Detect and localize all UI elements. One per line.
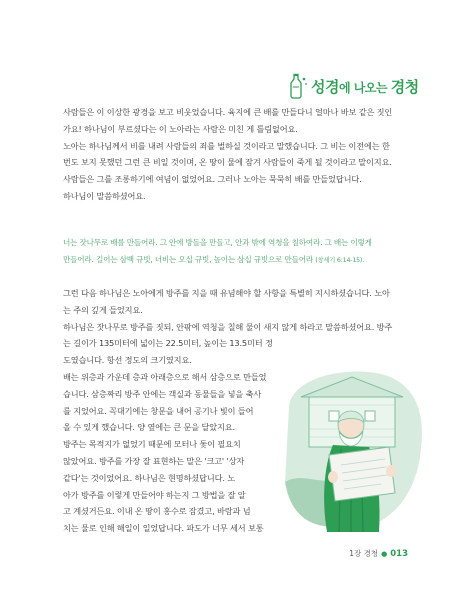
text-line: 올 수 있게 했습니다. 양 옆에는 큰 문을 달았지요.: [63, 422, 235, 433]
page-number: 013: [390, 549, 408, 559]
message-bottle-icon: [288, 73, 308, 99]
text-line: 도였습니다. 항선 정도의 크기였지요.: [63, 355, 192, 366]
text-line: 치는 물로 인해 해일이 일었답니다. 파도가 너무 세서 보통: [63, 523, 264, 534]
text-line: 노아는 하나님께서 비를 내려 사람들의 죄를 벌하실 것이라고 말했습니다. 그 비는 이전에는 한: [63, 140, 390, 151]
quote-line: 너는 잣나무로 배를 만들어라. 그 안에 방들을 만들고, 안과 밖에 역청을 칠하여라. 그 배는 이렇게: [63, 238, 372, 247]
text-line: 번도 보지 못했던 그런 큰 비일 것이며, 온 땅이 물에 잠겨 사람들이 죽게 될 것이라고 말이지요.: [63, 157, 392, 168]
title-part-1: 성경: [311, 77, 339, 96]
chapter-label: 1장 경청: [349, 549, 379, 558]
text-line: 를 지었어요. 꼭대기에는 창문을 내어 공기나 빛이 들어: [63, 405, 254, 416]
text-line: 아가 방주를 이렇게 만들어야 하는지 그 방법을 잘 알: [63, 489, 246, 500]
text-line: 사람들은 그를 조롱하기에 여념이 없었어요. 그러나 노아는 묵묵히 배를 만들었답니다.: [63, 174, 362, 185]
scripture-reference: (창세기 6:14-15).: [315, 257, 364, 264]
paragraph-1: [63, 104, 411, 205]
quote-text: 만들어라. 길이는 삼백 규빗, 너비는 오십 규빗, 높이는 삼십 규빗으로 만들어라: [63, 255, 313, 264]
bullet-icon: ●: [381, 550, 388, 558]
text-line: 않았어요. 방주를 가장 잘 표현하는 말은 '크고' '상자: [63, 455, 245, 466]
text-line: 배는 위층과 가운데 층과 아래층으로 해서 삼층으로 만들었: [63, 371, 267, 382]
text-line: 하나님은 잣나무로 방주를 짓되, 안팎에 역청을 칠해 물이 새지 않게 하라고 말씀하셨어요. 방주: [63, 321, 393, 332]
title-part-2: 에 나오는: [338, 80, 391, 95]
noah-reading-scroll-illustration: [281, 367, 426, 534]
text-line: 방주는 목적지가 없었기 때문에 모터나 돛이 필요치: [63, 439, 241, 450]
scripture-quote: [63, 234, 393, 269]
text-line: 사람들은 이 이상한 광경을 보고 비웃었습니다. 육지에 큰 배를 만들다니 얼마나 바보 같은 짓인: [63, 107, 393, 117]
text-line: 는 길이가 135미터에 넓이는 22.5미터, 높이는 13.5미터 정: [63, 338, 273, 349]
text-line: 고 계셨거든요. 이내 온 땅이 홍수로 잠겼고, 바람과 넘: [63, 506, 251, 517]
text-line: 습니다. 삼층짜리 방주 안에는 객실과 동물들을 넣을 축사: [63, 388, 262, 399]
quote-line: [63, 251, 393, 269]
section-title: [311, 76, 419, 97]
section-header: [288, 72, 458, 100]
text-line: 는 주의 깊게 들었지요.: [63, 304, 143, 315]
text-line: 가요! 하나님이 부르셨다는 이 노아라는 사람은 미친 게 틀림없어요.: [63, 123, 298, 134]
text-line: 하나님이 말씀하셨어요.: [63, 190, 146, 201]
page-footer: [349, 548, 408, 559]
text-line: 같다'는 것이었어요. 하나님은 현명하셨답니다. 노: [63, 472, 235, 483]
title-part-3: 경청: [390, 77, 419, 96]
text-line: 그런 다음 하나님은 노아에게 방주를 지을 때 유념해야 할 사항을 특별히 지시하셨습니다. 노아: [63, 288, 390, 298]
